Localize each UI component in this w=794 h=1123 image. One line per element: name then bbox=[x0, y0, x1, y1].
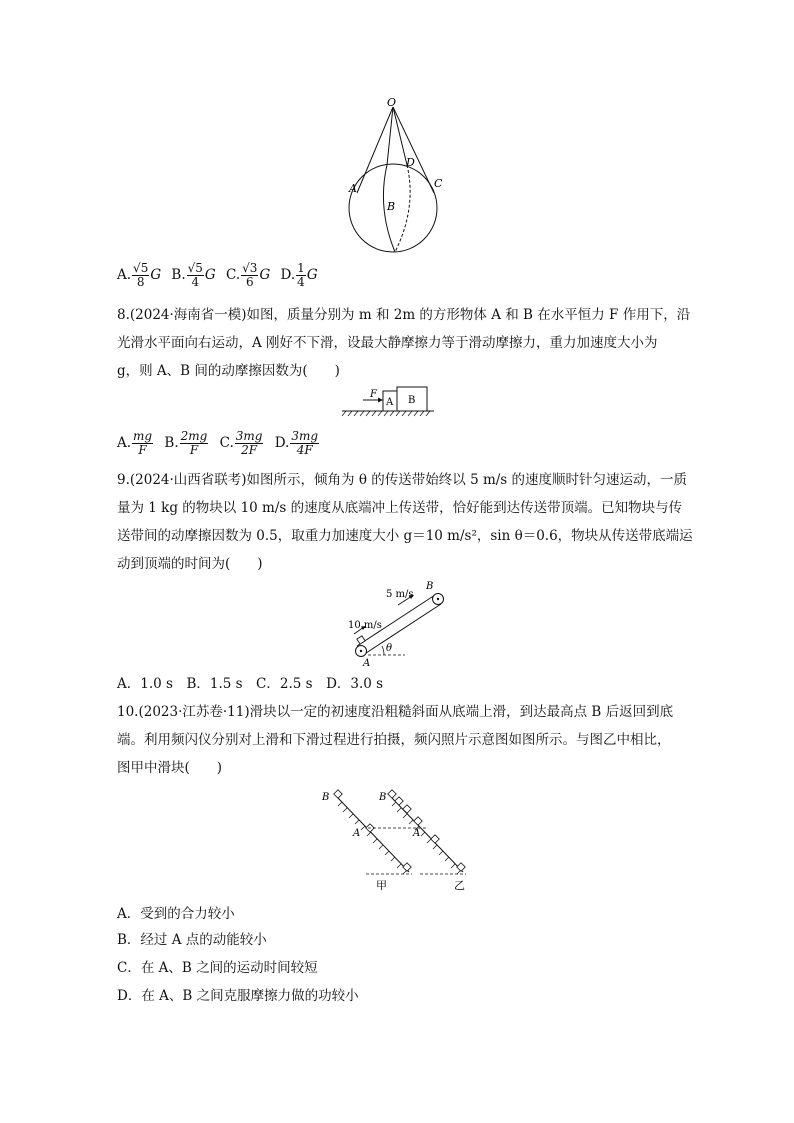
q7-option-d[interactable]: D. $\frac{1}{4}$ G bbox=[280, 261, 318, 289]
q10-figure bbox=[316, 786, 482, 894]
q9-line-4: 动到顶端的时间为( ) bbox=[117, 556, 263, 572]
q10-option-b[interactable]: B．经过 A 点的动能较小 bbox=[117, 932, 267, 948]
label-b-jia: B bbox=[322, 792, 330, 803]
q10-option-c[interactable]: C．在 A、B 之间的运动时间较短 bbox=[117, 960, 318, 976]
q9-line-2: 量为 1 kg 的物块以 10 m/s 的速度从底端冲上传送带，恰好能到达传送带顶端。已知物块与传 bbox=[117, 500, 683, 516]
q10-option-a[interactable]: A．受到的合力较小 bbox=[117, 906, 235, 922]
block-speed-label: 10 m/s bbox=[348, 620, 382, 631]
incline-hatch-2 bbox=[392, 802, 461, 874]
label-b: B bbox=[387, 200, 396, 213]
label-a: A bbox=[349, 182, 357, 195]
q8-options bbox=[117, 430, 326, 457]
caption-yi: 乙 bbox=[454, 879, 465, 892]
q9-options[interactable]: A．1.0 s B．1.5 s C．2.5 s D．3.0 s bbox=[117, 676, 384, 692]
q9-figure bbox=[340, 578, 460, 668]
block-b-label: B bbox=[408, 395, 416, 406]
q10-option-d[interactable]: D．在 A、B 之间克服摩擦力做的功较小 bbox=[117, 988, 359, 1004]
q10-line-3: 图甲中滑块( ) bbox=[117, 760, 223, 776]
q8-figure bbox=[338, 384, 438, 420]
block-a-label: A bbox=[386, 397, 394, 408]
q7-option-c[interactable]: C. $\frac{√3}{6}$ G bbox=[226, 261, 271, 289]
q8-option-c[interactable]: C. $\frac{3mg}{2F}$ bbox=[219, 429, 263, 457]
q7-option-b[interactable]: B. $\frac{√5}{4}$ G bbox=[171, 261, 216, 289]
label-a-yi: A bbox=[413, 828, 421, 839]
label-d: D bbox=[406, 156, 415, 169]
bottom-label: A bbox=[363, 658, 371, 668]
top-label: B bbox=[426, 581, 434, 592]
q9-line-1: 9.(2024·山西省联考)如图所示，倾角为 θ 的传送带始终以 5 m/s 的速度顺时针匀速运动，一质 bbox=[117, 472, 688, 488]
q8-option-b[interactable]: B. $\frac{2mg}{F}$ bbox=[164, 429, 208, 457]
block bbox=[357, 636, 365, 644]
q8-option-a[interactable]: A. $\frac{mg}{F}$ bbox=[117, 429, 153, 457]
sliders-yi bbox=[388, 790, 465, 871]
q7-option-a[interactable]: A. $\frac{√5}{8}$ G bbox=[117, 261, 162, 289]
q9-line-3: 送带间的动摩擦因数为 0.5，取重力加速度大小 g＝10 m/s²，sin θ＝0.6，物块从传送带底端运 bbox=[117, 528, 693, 544]
belt-speed-label: 5 m/s bbox=[386, 589, 414, 600]
q7-figure bbox=[345, 95, 455, 260]
label-a-jia: A bbox=[353, 828, 361, 839]
q8-line-2: 光滑水平面向右运动，A 刚好不下滑，设最大静摩擦力等于滑动摩擦力，重力加速度大小为 bbox=[117, 335, 658, 351]
label-c: C bbox=[434, 177, 443, 190]
q8-line-3: g，则 A、B 间的动摩擦因数为( ) bbox=[117, 363, 340, 379]
label-o: O bbox=[387, 96, 397, 109]
angle-label: θ bbox=[386, 643, 393, 654]
q10-line-1: 10.(2023·江苏卷·11)滑块以一定的初速度沿粗糙斜面从底端上滑，到达最高点 B 后返回到底 bbox=[117, 704, 674, 720]
incline-hatch-1 bbox=[338, 802, 407, 874]
caption-jia: 甲 bbox=[376, 879, 387, 892]
q8-line-1: 8.(2024·海南省一模)如图，质量分别为 m 和 2m 的方形物体 A 和 B 在水平恒力 F 作用下，沿 bbox=[117, 307, 691, 323]
force-label: F bbox=[370, 389, 377, 400]
label-b-yi: B bbox=[379, 792, 387, 803]
q7-options bbox=[117, 262, 324, 289]
q8-option-d[interactable]: D. $\frac{3mg}{4F}$ bbox=[274, 429, 319, 457]
q10-line-2: 端。利用频闪仪分别对上滑和下滑过程进行拍摄，频闪照片示意图如图所示。与图乙中相比， bbox=[117, 732, 671, 748]
